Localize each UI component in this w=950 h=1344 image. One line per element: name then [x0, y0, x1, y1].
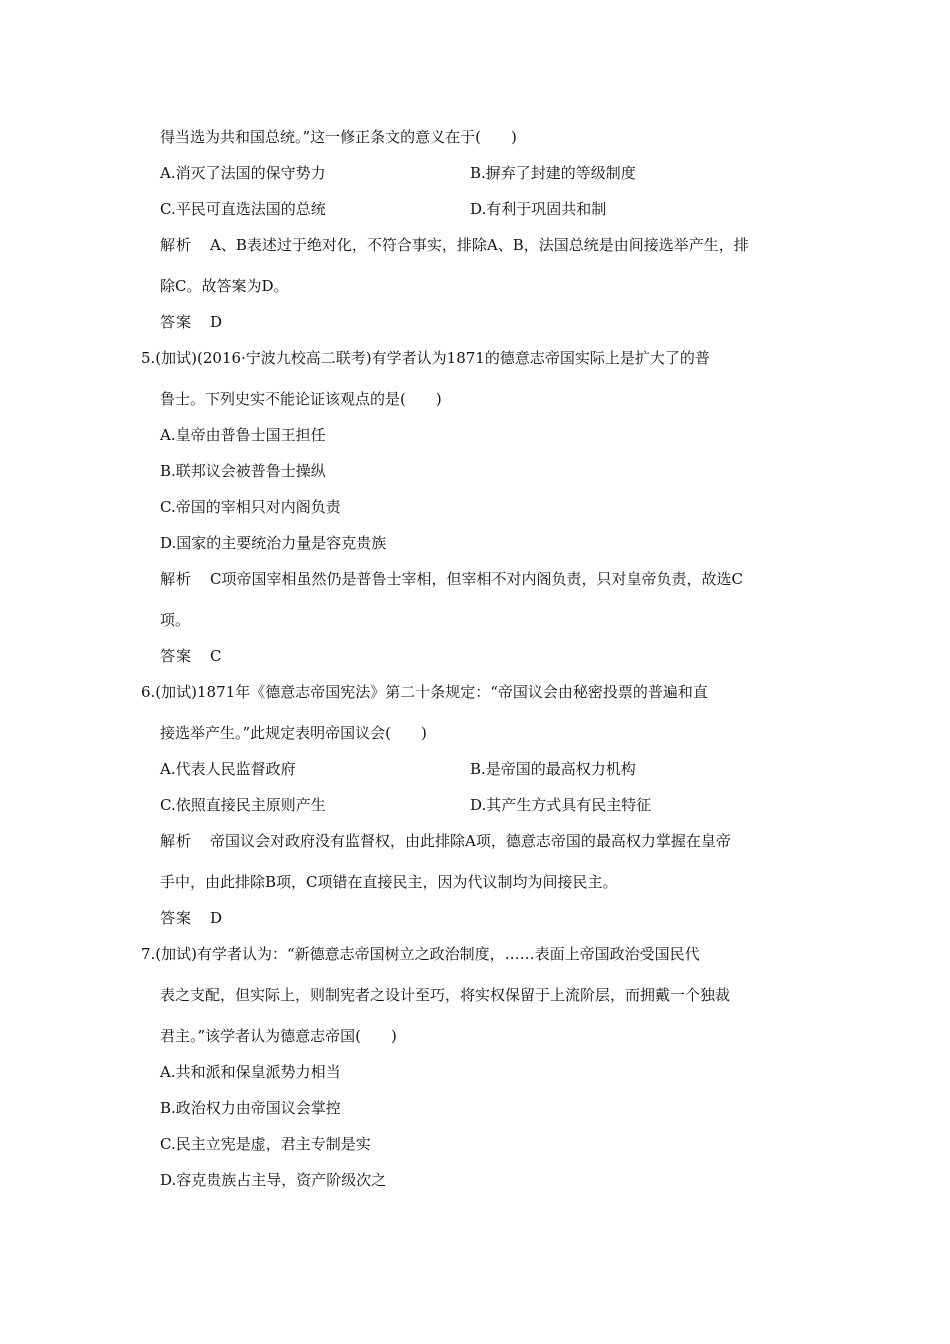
q6-analysis-line-1: 帝国议会对政府没有监督权，由此排除A项，德意志帝国的最高权力掌握在皇帝 [210, 832, 731, 850]
q6-option-a: A.代表人民监督政府 [160, 760, 296, 778]
q7-option-d: D.容克贵族占主导，资产阶级次之 [160, 1171, 387, 1189]
q7-stem-line-2: 表之支配，但实际上，则制宪者之设计至巧，将实权保留于上流阶层，而拥戴一个独裁 [160, 986, 731, 1004]
q6-option-b: B.是帝国的最高权力机构 [470, 760, 636, 778]
q6-option-d: D.其产生方式具有民主特征 [470, 796, 652, 814]
q5-analysis-line-2: 项。 [160, 611, 191, 629]
q7-stem-line-1: 7.(加试)有学者认为：“新德意志帝国树立之政治制度，……表面上帝国政治受国民代 [141, 945, 700, 963]
q4-stem-tail: 得当选为共和国总统。”这一修正条文的意义在于( ) [160, 128, 517, 146]
q5-stem-line-1: 5.(加试)(2016·宁波九校高二联考)有学者认为1871的德意志帝国实际上是扩大了的普 [141, 349, 710, 367]
q5-option-d: D.国家的主要统治力量是容克贵族 [160, 534, 387, 552]
q5-stem-line-2: 鲁士。下列史实不能论证该观点的是( ) [160, 390, 442, 408]
q6-stem-line-2: 接选举产生。”此规定表明帝国议会( ) [160, 724, 427, 742]
q6-analysis-label: 解析 [160, 832, 193, 850]
q4-option-b: B.摒弃了封建的等级制度 [470, 164, 636, 182]
q6-answer-label: 答案 [160, 909, 193, 927]
q5-answer-label: 答案 [160, 647, 193, 665]
q5-analysis-label: 解析 [160, 570, 193, 588]
q4-option-d: D.有利于巩固共和制 [470, 200, 607, 218]
q6-answer: D [210, 909, 223, 927]
q5-option-b: B.联邦议会被普鲁士操纵 [160, 462, 326, 480]
q4-answer: D [210, 313, 223, 331]
q4-option-a: A.消灭了法国的保守势力 [160, 164, 326, 182]
q5-analysis-line-1: C项帝国宰相虽然仍是普鲁士宰相，但宰相不对内阁负责，只对皇帝负责，故选C [210, 570, 743, 588]
q6-stem-line-1: 6.(加试)1871年《德意志帝国宪法》第二十条规定：“帝国议会由秘密投票的普遍和直 [141, 683, 708, 701]
q6-option-c: C.依照直接民主原则产生 [160, 796, 326, 814]
q4-analysis-line-1: A、B表述过于绝对化，不符合事实，排除A、B，法国总统是由间接选举产生，排 [210, 236, 749, 254]
q4-analysis-line-2: 除C。故答案为D。 [160, 277, 289, 295]
q7-stem-line-3: 君主。”该学者认为德意志帝国( ) [160, 1027, 397, 1045]
q6-analysis-line-2: 手中，由此排除B项，C项错在直接民主，因为代议制均为间接民主。 [160, 873, 618, 891]
q7-option-b: B.政治权力由帝国议会掌控 [160, 1099, 341, 1117]
q5-option-a: A.皇帝由普鲁士国王担任 [160, 426, 326, 444]
q5-answer: C [210, 647, 222, 665]
q7-option-a: A.共和派和保皇派势力相当 [160, 1063, 341, 1081]
q4-option-c: C.平民可直选法国的总统 [160, 200, 326, 218]
q4-answer-label: 答案 [160, 313, 193, 331]
q7-option-c: C.民主立宪是虚，君主专制是实 [160, 1135, 371, 1153]
q5-option-c: C.帝国的宰相只对内阁负责 [160, 498, 341, 516]
q4-analysis-label: 解析 [160, 236, 193, 254]
